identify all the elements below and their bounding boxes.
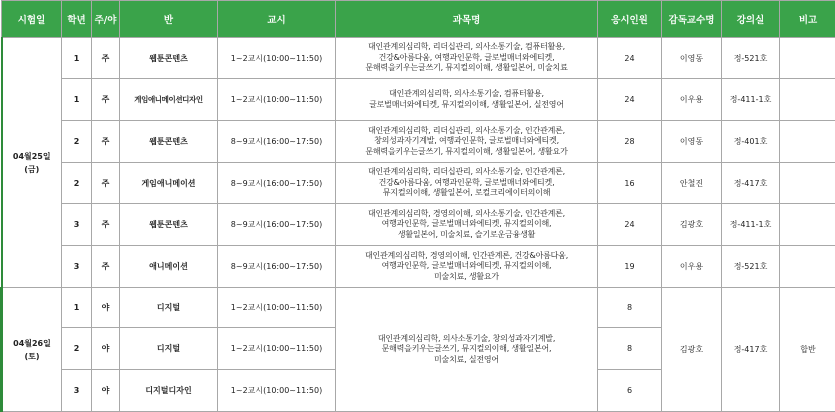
note-cell — [780, 163, 835, 204]
header-proctor: 감독교수명 — [662, 1, 722, 38]
subject-line: 대인관계의심리학, 경영의이해, 의사소통기술, 인간관계론, — [368, 209, 565, 218]
exam-date-cell — [2, 38, 62, 288]
period-cell: 8~9교시(16:00~17:50) — [218, 121, 336, 163]
note-cell: 합반 — [780, 288, 835, 412]
class-cell: 웹툰콘텐츠 — [120, 121, 218, 163]
subject-line: 뮤지컬의이해, 생활일본어, 로컬크리에이터의이해 — [383, 188, 550, 197]
class-cell: 디지털 — [120, 288, 218, 328]
header-room: 강의실 — [722, 1, 780, 38]
shift-cell: 주 — [92, 121, 120, 163]
subject-line: 대인관계의심리학, 의사소통기술, 컴퓨터활용, — [389, 89, 544, 98]
table-row — [2, 79, 835, 121]
shift-cell: 주 — [92, 163, 120, 204]
proctor-cell: 이영동 — [662, 38, 722, 79]
header-note: 비고 — [780, 1, 835, 38]
subjects-cell — [336, 121, 598, 163]
note-cell — [780, 246, 835, 288]
count-cell: 24 — [598, 79, 662, 121]
shift-cell: 주 — [92, 204, 120, 246]
table-row — [2, 204, 835, 246]
exam-date: 04월26일 — [13, 339, 51, 348]
grade-cell: 3 — [62, 246, 92, 288]
subject-line: 여행과인문학, 글로벌매너와에티켓, 뮤지컬의이해, — [382, 261, 552, 270]
subject-line: 문해력을키우는글쓰기, 뮤지컬의이해, 생활일본어, — [382, 344, 552, 353]
shift-cell: 야 — [92, 328, 120, 370]
grade-cell: 3 — [62, 204, 92, 246]
class-cell: 웹툰콘텐츠 — [120, 38, 218, 79]
subject-line: 대인관계의심리학, 경영의이해, 인간관계론, 건강&아름다움, — [365, 251, 568, 260]
count-cell: 8 — [598, 288, 662, 328]
proctor-cell: 김광호 — [662, 204, 722, 246]
exam-weekday: (금) — [24, 165, 39, 174]
subject-line: 대인관계의심리학, 리더십관리, 의사소통기술, 컴퓨터활용, — [368, 42, 565, 51]
room-cell: 정-401호 — [722, 121, 780, 163]
count-cell: 19 — [598, 246, 662, 288]
period-cell: 1~2교시(10:00~11:50) — [218, 79, 336, 121]
grade-cell: 1 — [62, 79, 92, 121]
table-row — [2, 38, 835, 79]
class-cell: 디지털 — [120, 328, 218, 370]
count-cell: 8 — [598, 328, 662, 370]
shift-cell: 주 — [92, 246, 120, 288]
table-row — [2, 288, 835, 328]
table-row — [2, 121, 835, 163]
subject-line: 대인관계의심리학, 리더십관리, 의사소통기술, 인간관계론, — [368, 126, 565, 135]
table-row — [2, 163, 835, 204]
period-cell: 1~2교시(10:00~11:50) — [218, 370, 336, 412]
subject-line: 문해력을키우는글쓰기, 뮤지컬의이해, 생활일본어, 생활요가 — [365, 147, 567, 156]
grade-cell: 1 — [62, 288, 92, 328]
period-cell: 8~9교시(16:00~17:50) — [218, 246, 336, 288]
shift-cell: 주 — [92, 38, 120, 79]
subjects-cell — [336, 38, 598, 79]
room-cell: 정-411-1호 — [722, 79, 780, 121]
subject-line: 글로벌매너와에티켓, 뮤지컬의이해, 생활일본어, 실전영어 — [369, 100, 564, 109]
proctor-cell: 이우용 — [662, 246, 722, 288]
room-cell: 정-417호 — [722, 163, 780, 204]
class-cell: 웹툰콘텐츠 — [120, 204, 218, 246]
subject-line: 미술치료, 생활요가 — [434, 272, 499, 281]
note-cell — [780, 79, 835, 121]
grade-cell: 2 — [62, 328, 92, 370]
subject-line: 창의성과자기계발, 여행과인문학, 글로벌매너와에티켓, — [374, 136, 559, 145]
shift-cell: 야 — [92, 288, 120, 328]
period-cell: 1~2교시(10:00~11:50) — [218, 38, 336, 79]
shift-cell: 주 — [92, 79, 120, 121]
room-cell: 정-521호 — [722, 246, 780, 288]
header-period: 교시 — [218, 1, 336, 38]
count-cell: 24 — [598, 204, 662, 246]
subjects-cell — [336, 79, 598, 121]
subject-line: 미술치료, 실전영어 — [434, 355, 499, 364]
header-grade: 학년 — [62, 1, 92, 38]
grade-cell: 2 — [62, 121, 92, 163]
period-cell: 1~2교시(10:00~11:50) — [218, 328, 336, 370]
header-subjects: 과목명 — [336, 1, 598, 38]
count-cell: 16 — [598, 163, 662, 204]
count-cell: 24 — [598, 38, 662, 79]
class-cell: 디지털디자인 — [120, 370, 218, 412]
subject-line: 대인관계의심리학, 리더십관리, 의사소통기술, 인간관계론, — [368, 167, 565, 176]
header-exam-date: 시험일 — [2, 1, 62, 38]
grade-cell: 2 — [62, 163, 92, 204]
period-cell: 8~9교시(16:00~17:50) — [218, 204, 336, 246]
note-cell — [780, 38, 835, 79]
count-cell: 28 — [598, 121, 662, 163]
count-cell: 6 — [598, 370, 662, 412]
note-cell — [780, 121, 835, 163]
proctor-cell: 안철진 — [662, 163, 722, 204]
header-count: 응시인원 — [598, 1, 662, 38]
subject-line: 여행과인문학, 글로벌매너와에티켓, 뮤지컬의이해, — [382, 219, 552, 228]
period-cell: 1~2교시(10:00~11:50) — [218, 288, 336, 328]
subjects-cell — [336, 163, 598, 204]
class-cell: 게임애니메이션디자인 — [120, 79, 218, 121]
proctor-cell: 이우용 — [662, 79, 722, 121]
exam-date-cell — [2, 288, 62, 412]
subject-line: 건강&아름다움, 여행과인문학, 글로벌매너와에티켓, — [379, 53, 555, 62]
proctor-cell: 김광호 — [662, 288, 722, 412]
subject-line: 문해력을키우는글쓰기, 뮤지컬의이해, 생활일본어, 미술치료 — [365, 63, 567, 72]
subject-line: 대인관계의심리학, 의사소통기술, 창의성과자기계발, — [378, 334, 555, 343]
subject-line: 생활일본어, 미술치료, 슬기로운금융생활 — [398, 230, 535, 239]
header-class: 반 — [120, 1, 218, 38]
period-cell: 8~9교시(16:00~17:50) — [218, 163, 336, 204]
room-cell: 정-411-1호 — [722, 204, 780, 246]
header-shift: 주/야 — [92, 1, 120, 38]
subjects-cell — [336, 246, 598, 288]
subjects-cell — [336, 288, 598, 412]
subjects-cell — [336, 204, 598, 246]
header-row — [2, 1, 835, 38]
grade-cell: 1 — [62, 38, 92, 79]
proctor-cell: 이영동 — [662, 121, 722, 163]
subject-line: 건강&아름다움, 여행과인문학, 글로벌매너와에티켓, — [379, 178, 555, 187]
class-cell: 게임애니메이션 — [120, 163, 218, 204]
table-row — [2, 246, 835, 288]
class-cell: 애니메이션 — [120, 246, 218, 288]
grade-cell: 3 — [62, 370, 92, 412]
exam-weekday: (토) — [24, 352, 39, 361]
shift-cell: 야 — [92, 370, 120, 412]
note-cell — [780, 204, 835, 246]
room-cell: 정-521호 — [722, 38, 780, 79]
room-cell: 정-417호 — [722, 288, 780, 412]
exam-date: 04월25일 — [13, 152, 51, 161]
